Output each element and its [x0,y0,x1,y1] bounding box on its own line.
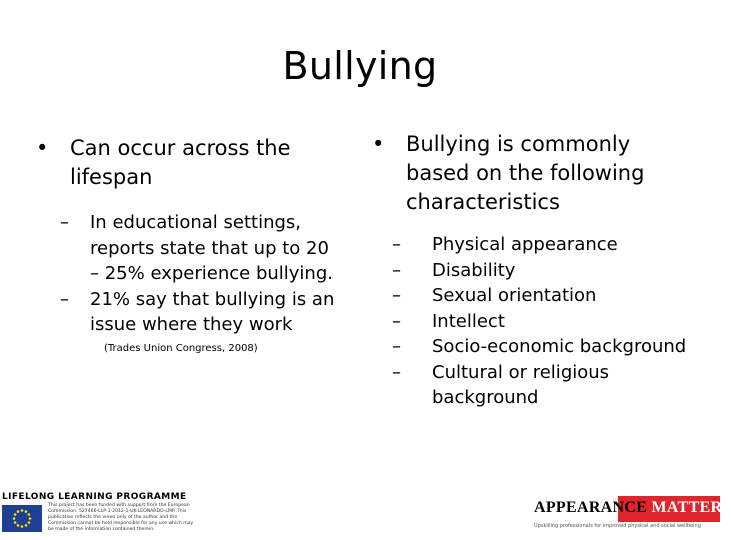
sub-item [60,210,336,287]
bullet-text: Bullying is commonly based on the following characteristics [406,132,645,214]
sub-item [60,287,336,338]
sub-item-text: In educational settings, reports state that up to 20 – 25% experience bullying. [90,212,333,284]
sub-list [372,232,692,411]
dash-mark: – [392,259,401,281]
funding-notice [0,492,200,540]
logo-tagline: Upskilling professionals for improved physical and social wellbeing [534,523,701,529]
logo-mark [532,496,732,522]
dash-mark: – [60,288,69,310]
sub-item-text: Cultural or religious background [432,361,610,408]
bullet-item [372,130,692,217]
sub-item [372,309,692,335]
bullet-mark: • [372,132,385,156]
appearance-matters-logo [532,496,732,530]
slide-title: Bullying [282,44,438,88]
sub-item-text: 21% say that bullying is an issue where they work [90,288,335,335]
dash-mark: – [60,212,69,233]
sub-item-text: Sexual orientation [432,285,597,306]
bullet-item [36,134,336,192]
citation: (Trades Union Congress, 2008) [104,342,258,354]
left-column [36,134,336,356]
eu-flag-icon [2,505,42,532]
logo-wordmark [534,499,732,517]
sub-list [36,210,336,338]
sub-item [372,360,692,411]
dash-mark: – [392,336,401,357]
dash-mark: – [392,285,401,306]
sub-item-text: Physical appearance [432,234,618,255]
bullet-mark: • [36,136,49,160]
bullet-text: Can occur across the lifespan [70,136,291,189]
logo-word-appearance: APPEARANCE [534,499,648,516]
sub-item-text: Socio-economic background [432,336,687,357]
sub-item [372,258,692,284]
dash-mark: – [392,361,401,383]
sub-item [372,283,692,309]
disclaimer-text: This project has been funded with support from the European Commission. 527466-LLP-1-2012-1-UK-LEONARDO-LMP. This publication reflects the views only of the author and the Commission cannot be held responsible for any use which may be made of the information contained therein. [48,503,194,532]
logo-word-matters: MATTERS [651,499,732,516]
programme-name: LIFELONG LEARNING PROGRAMME [2,492,187,502]
dash-mark: – [392,234,401,255]
right-column [372,130,692,411]
sub-item-text: Disability [432,259,516,281]
sub-item-text: Intellect [432,310,505,332]
sub-item [372,232,692,258]
dash-mark: – [392,310,401,332]
sub-item [372,334,692,360]
eu-stars [2,505,42,532]
